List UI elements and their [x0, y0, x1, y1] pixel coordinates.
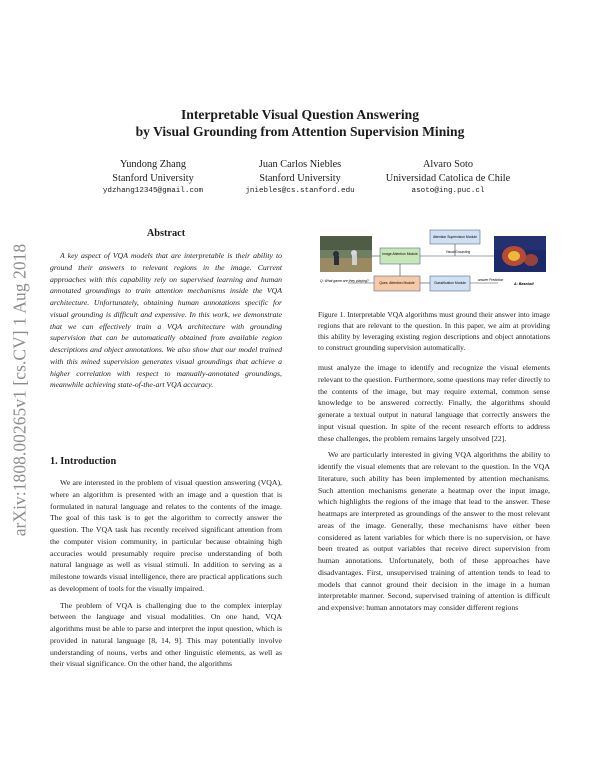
classification-label: Classification Module: [433, 281, 467, 285]
paragraph: We are particularly interested in giving VQA algorithms the ability to identify the visual elements that are relevant to the question. In the VQA literature, such ability has been implemented by attention mechanisms. Such attention mechanisms generate a heatmap over the input image, which highlights the regions of the image that lead to the answer. These heatmaps are interpreted as groundings of the answer to the most relevant areas of the image. Generally, these mechanisms have either been considered as latent variables for which there is no supervision, or have been treated as output variables that receive direct supervision from human annotations. Unfortunately, both of these approaches have disadvantages. First, unsupervised training of attention tends to lead to models that cannot ground their decision in the image in a human interpretable manner. Second, supervised training of attention is difficult and expensive: human annotators may consider different regions: [318, 450, 550, 612]
figure-caption: Figure 1. Interpretable VQA algorithms must ground their answer into image regions that are relevant to the question. In this paper, we aim at providing this ability by leveraging existing region descriptions and object annotations to construct grounding supervision automatically.: [318, 310, 550, 352]
attention-heatmap-photo: [494, 236, 546, 272]
paper-title: [80, 106, 520, 140]
author-name: Yundong Zhang: [119, 159, 187, 170]
paragraph: We are interested in the problem of visual question answering (VQA), where an algorithm is presented with an image and a question that is formulated in natural language and relates to the contents of the image. The goal of this task is to get the algorithm to correctly answer the question. The VQA task has recently received significant attention from the computer vision community, in particular because obtaining high accuracies would presumably require precise understanding of both natural language as well as visual stimuli. In addition to serving as a milestone towards visual intelligence, there are practical applications such as development of tools for the visually impaired.: [50, 478, 282, 593]
author-block-2: [220, 158, 380, 199]
attention-supervision-label: Attention Supervision Module: [432, 235, 478, 239]
author-name: Alvaro Soto: [422, 159, 474, 170]
input-photo: [320, 236, 372, 272]
introduction-heading: 1. Introduction: [50, 456, 117, 467]
author-block-1: [78, 158, 228, 199]
ques-attention-label: Ques. Attention Module: [379, 281, 415, 285]
paragraph: The problem of VQA is challenging due to the complex interplay between the language and visual modalities. On one hand, VQA algorithms must be able to parse and interpret the input question, which is provided in natural language [8, 14, 9]. This may potentially involve understanding of nouns, verbs and other linguistic elements, as well as their visual significance. On the other hand, the algorithms: [50, 600, 282, 669]
author-name: Juan Carlos Niebles: [258, 159, 342, 170]
visual-grounding-label: Visual Grounding: [445, 250, 471, 254]
introduction-left-column: [50, 477, 282, 675]
author-affiliation: Universidad Catolica de Chile: [385, 172, 511, 184]
author-email[interactable]: ydzhang12345@gmail.com: [102, 187, 204, 195]
arxiv-stamp: [0, 210, 40, 570]
author-block-3: [368, 158, 528, 199]
author-affiliation: Stanford University: [112, 172, 194, 184]
abstract-text: A key aspect of VQA models that are interpretable is their ability to ground their answers to relevant regions in the image. Current approaches with this capability rely on supervised learning and human annotated groundings to train attention mechanisms inside the VQA architecture. Unfortunately, obtaining human annotations specific for visual grounding is difficult and expensive. In this work, we demonstrate that we can effectively train a VQA architecture with grounding supervision that can be automatically obtained from available region descriptions and object annotations. We also show that our model trained with this mined supervision generates visual groundings that achieve a higher correlation with respect to manually-annotated groundings, meanwhile achieving state-of-the-art VQA accuracy.: [50, 251, 282, 390]
arxiv-id[interactable]: arXiv:1808.00265v1 [cs.CV] 1 Aug 2018: [9, 243, 30, 537]
title-line-2: by Visual Grounding from Attention Supervision Mining: [135, 124, 465, 139]
author-email[interactable]: asoto@ing.puc.cl: [411, 187, 485, 195]
introduction-right-column: [318, 362, 550, 619]
image-attention-box: [380, 248, 420, 264]
author-email[interactable]: jniebles@cs.stanford.edu: [245, 187, 355, 195]
author-affiliation: Stanford University: [259, 172, 341, 184]
answer-prediction-label: answer Prediction: [478, 278, 504, 282]
question-label: Q: What game are they playing?: [320, 279, 369, 283]
figure-diagram: [318, 226, 550, 296]
figure-1: [318, 226, 550, 296]
image-attention-label: Image Attention Module: [382, 252, 418, 256]
answer-label: A: Baseball: [514, 282, 534, 286]
title-line-1: Interpretable Visual Question Answering: [180, 107, 420, 122]
abstract-heading: Abstract: [146, 228, 186, 239]
paragraph: must analyze the image to identify and recognize the visual elements relevant to the question. Furthermore, some questions may refer directly to the contents of the image, but may require external, common sense knowledge to be answered correctly. Finally, the algorithms should generate a textual output in natural language that correctly answers the input visual question. In spite of the recent research efforts to address these challenges, the problem remains largely unsolved [22].: [318, 363, 551, 443]
